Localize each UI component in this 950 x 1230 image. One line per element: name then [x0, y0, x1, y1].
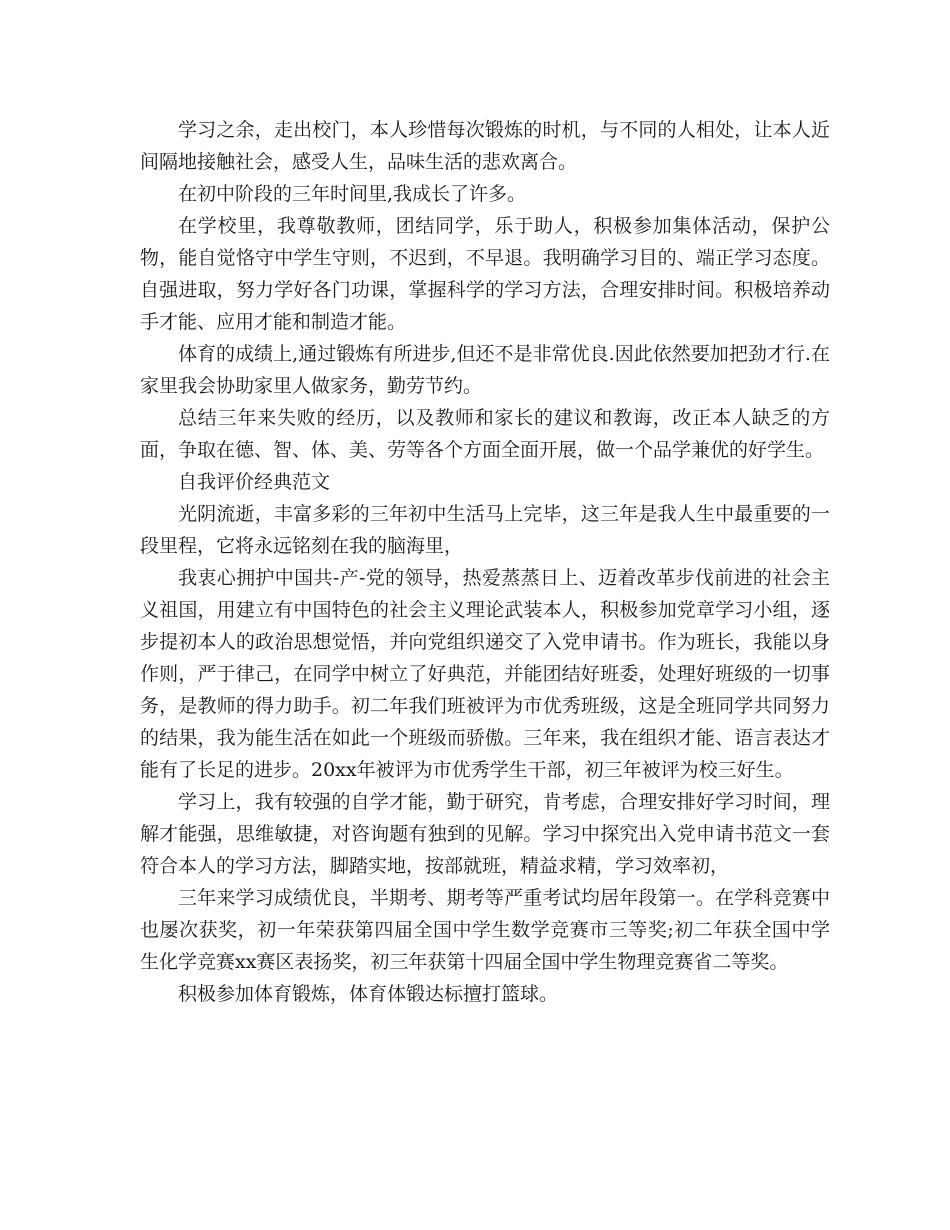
paragraph: 学习上，我有较强的自学才能，勤于研究，肯考虑，合理安排好学习时间，理解才能强，思维敏捷，对咨询题有独到的见解。学习中探究出入党申请书范文一套符合本人的学习方法，脚踏实地，按部就班，精益求精，学习效率初， — [140, 791, 830, 877]
section-heading: 自我评价经典范文 — [178, 471, 331, 493]
paragraph: 三年来学习成绩优良，半期考、期考等严重考试均居年段第一。在学科竞赛中也屡次获奖，初一年荣获第四届全国中学生数学竞赛市三等奖;初二年获全国中学生化学竞赛xx赛区表扬奖，初三年获第十四届全国中学生物理竞赛省二等奖。 — [140, 887, 830, 973]
paragraph: 在学校里，我尊敬教师，团结同学，乐于助人，积极参加集体活动，保护公物，能自觉恪守中学生守则，不迟到，不早退。我明确学习目的、端正学习态度。自强进取，努力学好各门功课，掌握科学的学习方法，合理安排时间。积极培养动手才能、应用才能和制造才能。 — [140, 215, 830, 333]
document-body — [140, 114, 830, 1010]
paragraph: 体育的成绩上,通过锻炼有所进步,但还不是非常优良.因此依然要加把劲才行.在家里我会协助家里人做家务，勤劳节约。 — [140, 343, 830, 397]
paragraph: 在初中阶段的三年时间里,我成长了许多。 — [178, 183, 527, 205]
paragraph: 我衷心拥护中国共-产-党的领导，热爱蒸蒸日上、迈着改革步伐前进的社会主义祖国，用建立有中国特色的社会主义理论武装本人，积极参加党章学习小组，逐步提初本人的政治思想觉悟，并向党组织递交了入党申请书。作为班长，我能以身作则，严于律己，在同学中树立了好典范，并能团结好班委，处理好班级的一切事务，是教师的得力助手。初二年我们班被评为市优秀班级，这是全班同学共同努力的结果，我为能生活在如此一个班级而骄傲。三年来，我在组织才能、语言表达才能有了长足的进步。20xx年被评为市优秀学生干部，初三年被评为校三好生。 — [140, 567, 830, 781]
paragraph: 学习之余，走出校门，本人珍惜每次锻炼的时机，与不同的人相处，让本人近间隔地接触社会，感受人生，品味生活的悲欢离合。 — [140, 119, 830, 173]
paragraph: 光阴流逝，丰富多彩的三年初中生活马上完毕，这三年是我人生中最重要的一段里程，它将永远铭刻在我的脑海里， — [140, 503, 830, 557]
paragraph: 总结三年来失败的经历，以及教师和家长的建议和教诲，改正本人缺乏的方面，争取在德、智、体、美、劳等各个方面全面开展，做一个品学兼优的好学生。 — [140, 407, 830, 461]
paragraph: 积极参加体育锻炼，体育体锻达标擅打篮球。 — [178, 983, 559, 1005]
